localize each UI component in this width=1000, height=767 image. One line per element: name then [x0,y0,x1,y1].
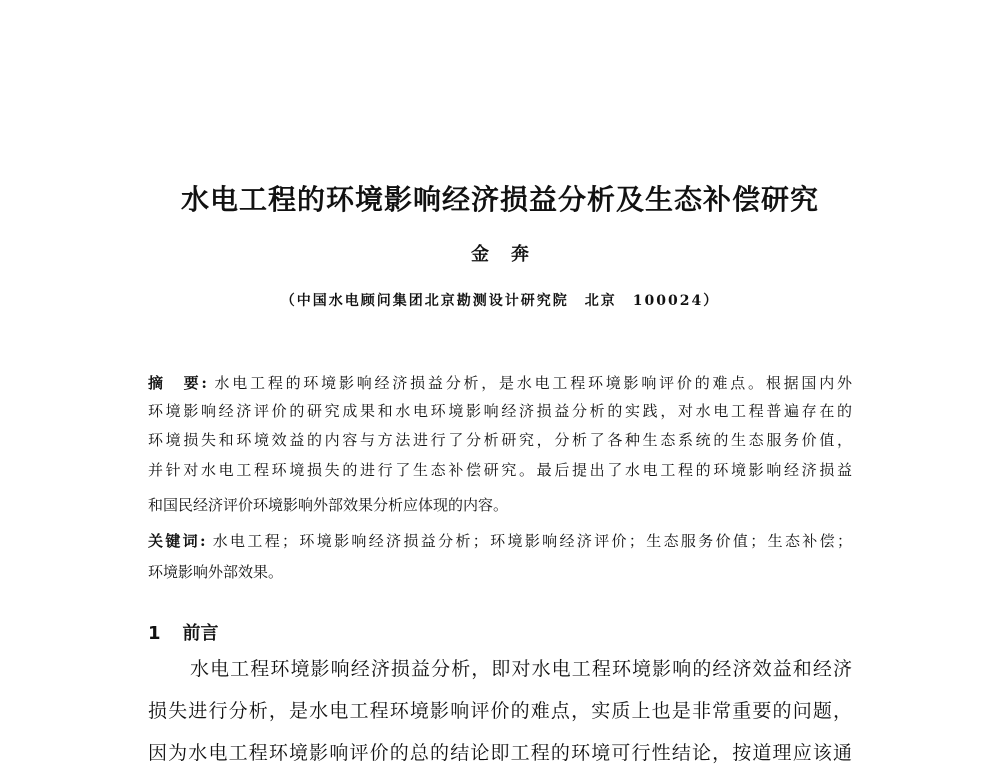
section-title: 前言 [182,623,219,644]
abstract-line: 环境损失和环境效益的内容与方法进行了分析研究，分析了各种生态系统的生态服务价值， [148,431,852,449]
abstract-line: 环境影响经济评价的研究成果和水电环境影响经济损益分析的实践，对水电工程普遍存在的 [148,402,852,420]
section-heading [148,619,219,645]
keywords-line: 环境影响外部效果。 [148,563,284,581]
body-line: 水电工程环境影响经济损益分析，即对水电工程环境影响的经济效益和经济 [190,658,852,680]
affiliation: （中国水电顾问集团北京勘测设计研究院 北京 100024） [280,293,720,309]
author: 金奔 [471,244,551,265]
section-number: 1 [148,623,161,644]
paper-title: 水电工程的环境影响经济损益分析及生态补偿研究 [180,183,819,216]
body-line: 因为水电工程环境影响评价的总的结论即工程的环境可行性结论，按道理应该通 [148,742,852,764]
keywords-label: 关键词: [148,532,206,550]
abstract-label: 摘 要: [148,374,207,392]
body-line: 损失进行分析，是水电工程环境影响评价的难点，实质上也是非常重要的问题， [148,700,852,722]
abstract-line: 并针对水电工程环境损失的进行了生态补偿研究。最后提出了水电工程的环境影响经济损益 [148,461,852,479]
abstract-line: 和国民经济评价环境影响外部效果分析应体现的内容。 [148,496,509,514]
abstract-line: 摘 要: 水电工程的环境影响经济损益分析，是水电工程环境影响评价的难点。根据国内外 [148,374,852,392]
keywords-line: 关键词: 水电工程；环境影响经济损益分析；环境影响经济评价；生态服务价值；生态补偿； [148,532,852,550]
